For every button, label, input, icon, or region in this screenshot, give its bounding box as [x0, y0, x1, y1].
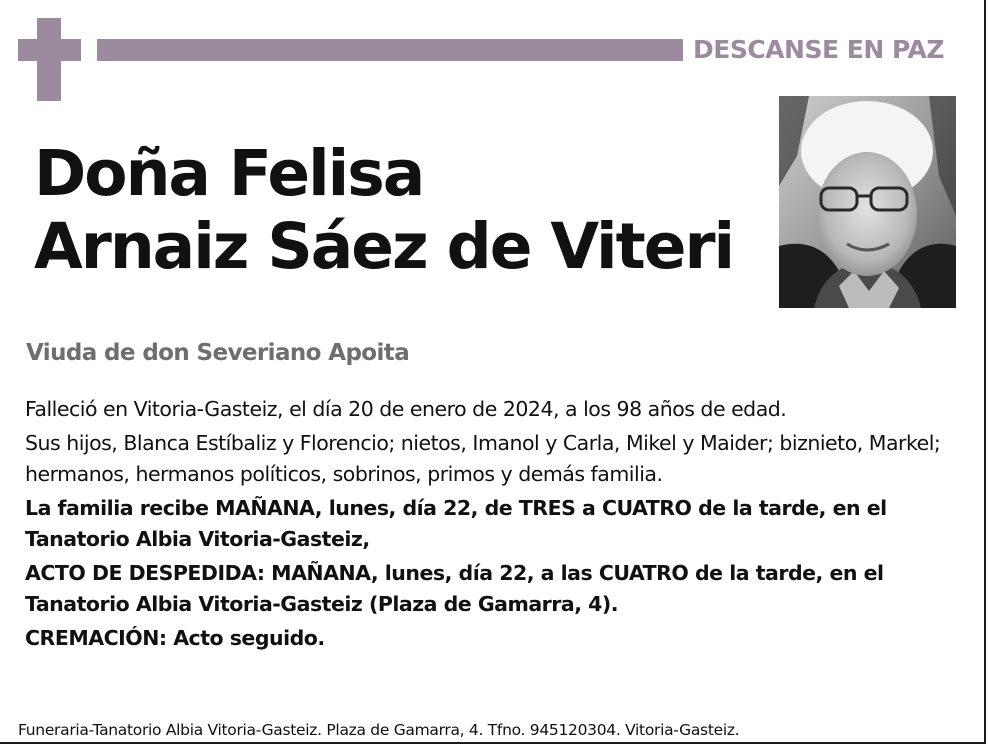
widow-of-line: Viuda de don Severiano Apoita [26, 340, 410, 366]
reception-info: La familia recibe MAÑANA, lunes, día 22, de TRES a CUATRO de la tarde, en el Tanatorio Albia Vitoria-Gasteiz, [25, 496, 887, 551]
portrait-illustration [779, 96, 956, 308]
farewell-info: ACTO DE DESPEDIDA: MAÑANA, lunes, día 22, a las CUATRO de la tarde, en el Tanatorio Albia Vitoria-Gasteiz (Plaza de Gamarra, 4). [25, 561, 884, 616]
cremation-info: CREMACIÓN: Acto seguido. [25, 626, 325, 650]
portrait-photo [779, 96, 956, 308]
deceased-name-line1: Doña Felisa [34, 137, 424, 210]
header-bar [97, 39, 683, 61]
deceased-name-line2: Arnaiz Sáez de Viteri [34, 210, 734, 283]
cross-icon-arm [18, 39, 81, 61]
family-list: Sus hijos, Blanca Estíbaliz y Florencio; nietos, Imanol y Carla, Mikel y Maider; biznieto, Markel; hermanos, hermanos políticos, sobrinos, primos y demás familia. [25, 431, 941, 486]
notice-body [25, 394, 960, 657]
rest-in-peace-label: DESCANSE EN PAZ [693, 35, 944, 64]
funeral-home-footer: Funeraria-Tanatorio Albia Vitoria-Gasteiz. Plaza de Gamarra, 4. Tfno. 945120304. Vitoria-Gasteiz. [18, 721, 740, 739]
death-statement: Falleció en Vitoria-Gasteiz, el día 20 de enero de 2024, a los 98 años de edad. [25, 397, 787, 421]
